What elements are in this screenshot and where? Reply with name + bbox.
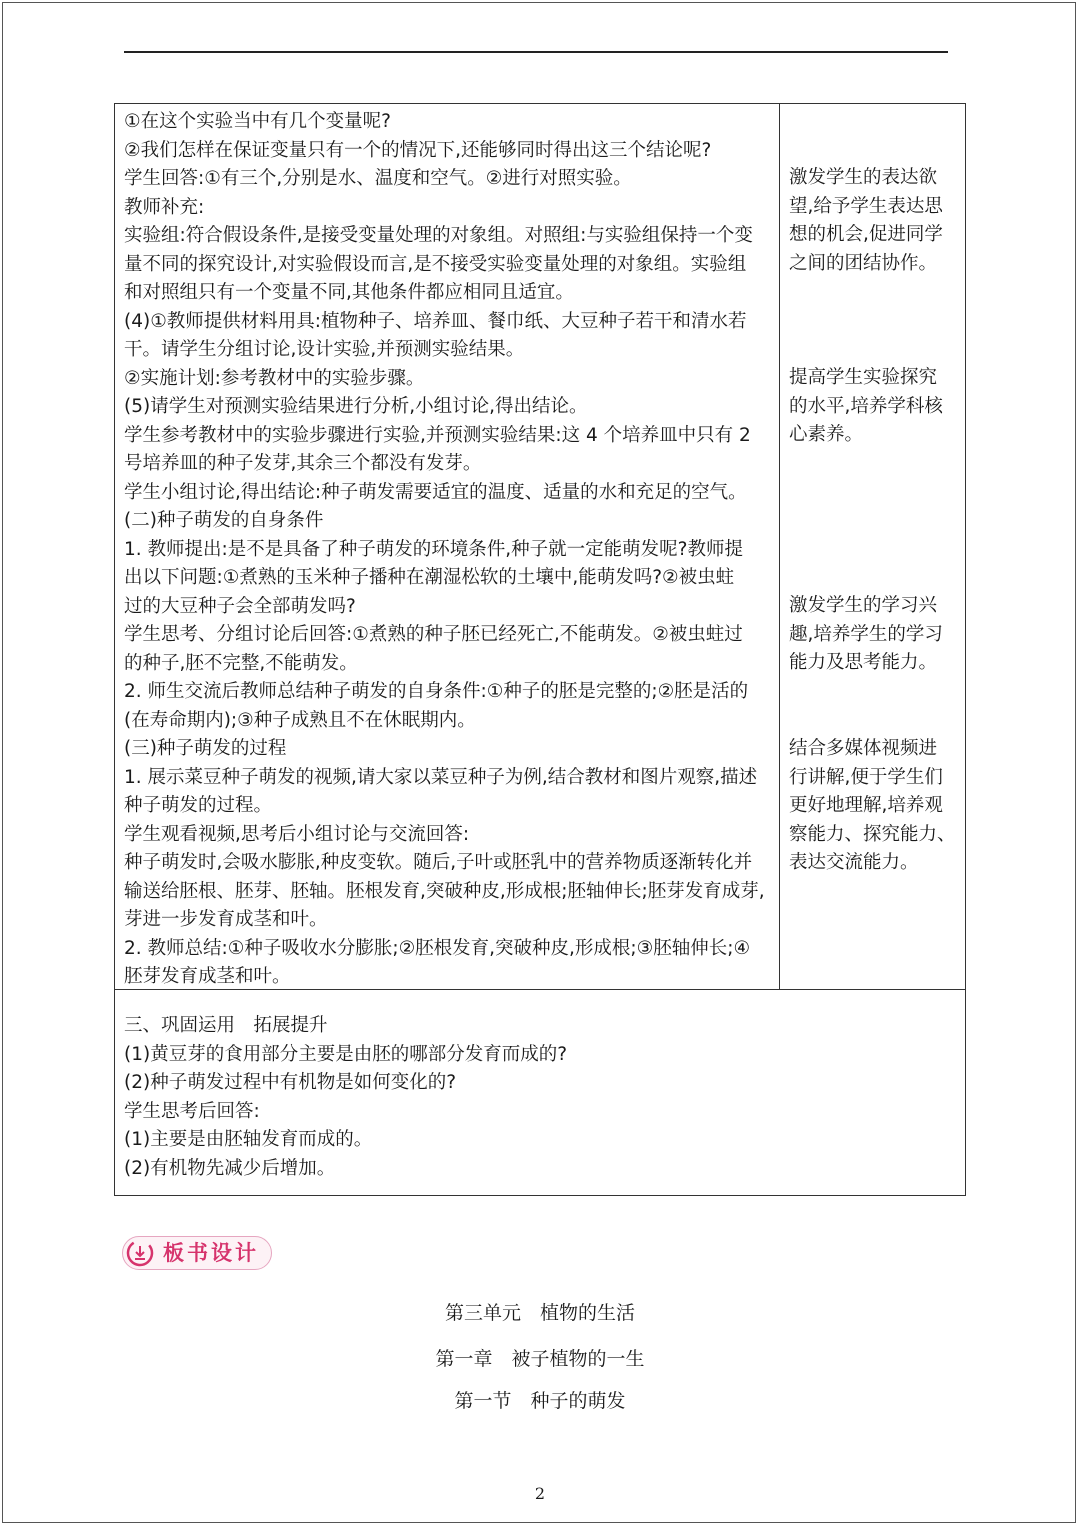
note-line: 的水平,培养学科核 [789, 395, 943, 417]
note-line: 望,给予学生表达思 [789, 195, 943, 217]
text-line: 学生思考、分组讨论后回答:①煮熟的种子胚已经死亡,不能萌发。②被虫蛀过 [124, 624, 743, 645]
design-intent-note [789, 592, 961, 678]
note-line: 心素养。 [789, 424, 864, 445]
note-line: 结合多媒体视频进 [789, 738, 938, 759]
design-intent-note [789, 735, 961, 878]
text-line: 和对照组只有一个变量不同,其他条件都应相同且适宜。 [124, 282, 574, 303]
text-line: 量不同的探究设计,对实验假设而言,是不接受实验变量处理的对象组。实验组 [124, 253, 747, 275]
text-line: 干。请学生分组讨论,设计实验,并预测实验结果。 [124, 339, 525, 360]
note-line: 更好地理解,培养观 [789, 795, 943, 816]
note-line: 行讲解,便于学生们 [789, 766, 943, 788]
board-design-label: 板书设计 [163, 1241, 259, 1265]
note-line: 能力及思考能力。 [789, 652, 938, 673]
text-line: 过的大豆种子会全部萌发吗? [124, 595, 356, 617]
board-design-badge [122, 1236, 272, 1270]
text-line: (二)种子萌发的自身条件 [124, 510, 324, 531]
text-line: ②我们怎样在保证变量只有一个的情况下,还能够同时得出这三个结论呢? [124, 139, 712, 161]
note-line: 提高学生实验探究 [789, 367, 938, 388]
text-line: (5)请学生对预测实验结果进行分析,小组讨论,得出结论。 [124, 396, 588, 417]
text-line: 1. 展示菜豆种子萌发的视频,请大家以菜豆种子为例,结合教材和图片观察,描述 [124, 766, 758, 788]
consolidation-cell [124, 1012, 944, 1183]
note-line: 表达交流能力。 [789, 852, 919, 873]
note-line: 之间的团结协作。 [789, 252, 938, 274]
text-line: 输送给胚根、胚芽、胚轴。胚根发育,突破种皮,形成根;胚轴伸长;胚芽发育成芽, [124, 880, 765, 902]
text-line: 学生思考后回答: [124, 1100, 260, 1122]
text-line: (4)①教师提供材料用具:植物种子、培养皿、餐巾纸、大豆种子若干和清水若 [124, 310, 747, 332]
text-line: 实验组:符合假设条件,是接受变量处理的对象组。对照组:与实验组保持一个变 [124, 225, 753, 246]
text-line: 芽进一步发育成茎和叶。 [124, 909, 328, 930]
text-line: ②实施计划:参考教材中的实验步骤。 [124, 367, 425, 389]
note-line: 激发学生的表达欲 [789, 167, 938, 188]
text-line: (2)种子萌发过程中有机物是如何变化的? [124, 1072, 457, 1093]
design-intent-note [789, 364, 961, 450]
board-design-icon [126, 1239, 154, 1267]
text-line: (1)主要是由胚轴发育而成的。 [124, 1129, 373, 1150]
unit-title: 第三单元 植物的生活 [444, 1302, 635, 1324]
note-line: 想的机会,促进同学 [789, 224, 943, 245]
text-line: 胚芽发育成茎和叶。 [124, 966, 291, 987]
text-line: 学生观看视频,思考后小组讨论与交流回答: [124, 823, 470, 845]
text-line: (在寿命期内);③种子成熟且不在休眠期内。 [124, 709, 476, 731]
lesson-table [114, 103, 966, 1196]
header-rule [124, 51, 948, 53]
note-line: 趣,培养学生的学习 [789, 623, 943, 645]
text-line: 2. 教师总结:①种子吸收水分膨胀;②胚根发育,突破种皮,形成根;③胚轴伸长;④ [124, 937, 751, 959]
text-line: 号培养皿的种子发芽,其余三个都没有发芽。 [124, 453, 482, 474]
section-title: 第一节 种子的萌发 [454, 1390, 626, 1412]
text-line: 出以下问题:①煮熟的玉米种子播种在潮湿松软的土壤中,能萌发吗?②被虫蛀 [124, 567, 735, 588]
note-line: 察能力、探究能力、 [789, 823, 956, 845]
text-line: (三)种子萌发的过程 [124, 738, 287, 759]
page-number: 2 [534, 1484, 546, 1503]
text-line: ①在这个实验当中有几个变量呢? [124, 111, 391, 132]
text-line: (1)黄豆芽的食用部分主要是由胚的哪部分发育而成的? [124, 1043, 568, 1065]
text-line: 种子萌发时,会吸水膨胀,种皮变软。随后,子叶或胚乳中的营养物质逐渐转化并 [124, 852, 753, 873]
note-line: 激发学生的学习兴 [789, 595, 938, 616]
design-intent-note [789, 164, 961, 278]
text-line: 2. 师生交流后教师总结种子萌发的自身条件:①种子的胚是完整的;②胚是活的 [124, 681, 749, 702]
text-line: 学生回答:①有三个,分别是水、温度和空气。②进行对照实验。 [124, 168, 632, 189]
text-line: 的种子,胚不完整,不能萌发。 [124, 652, 358, 674]
text-line: 教师补充: [124, 196, 205, 218]
text-line: 三、巩固运用 拓展提升 [124, 1015, 328, 1036]
chapter-title: 第一章 被子植物的一生 [435, 1348, 645, 1370]
teaching-process-cell [124, 108, 774, 992]
text-line: 1. 教师提出:是不是具备了种子萌发的环境条件,种子就一定能萌发呢?教师提 [124, 538, 743, 560]
text-line: 种子萌发的过程。 [124, 795, 273, 816]
text-line: (2)有机物先减少后增加。 [124, 1157, 336, 1179]
text-line: 学生参考教材中的实验步骤进行实验,并预测实验结果:这 4 个培养皿中只有 2 [124, 424, 751, 446]
text-line: 学生小组讨论,得出结论:种子萌发需要适宜的温度、适量的水和充足的空气。 [124, 481, 747, 503]
column-divider [779, 104, 780, 989]
